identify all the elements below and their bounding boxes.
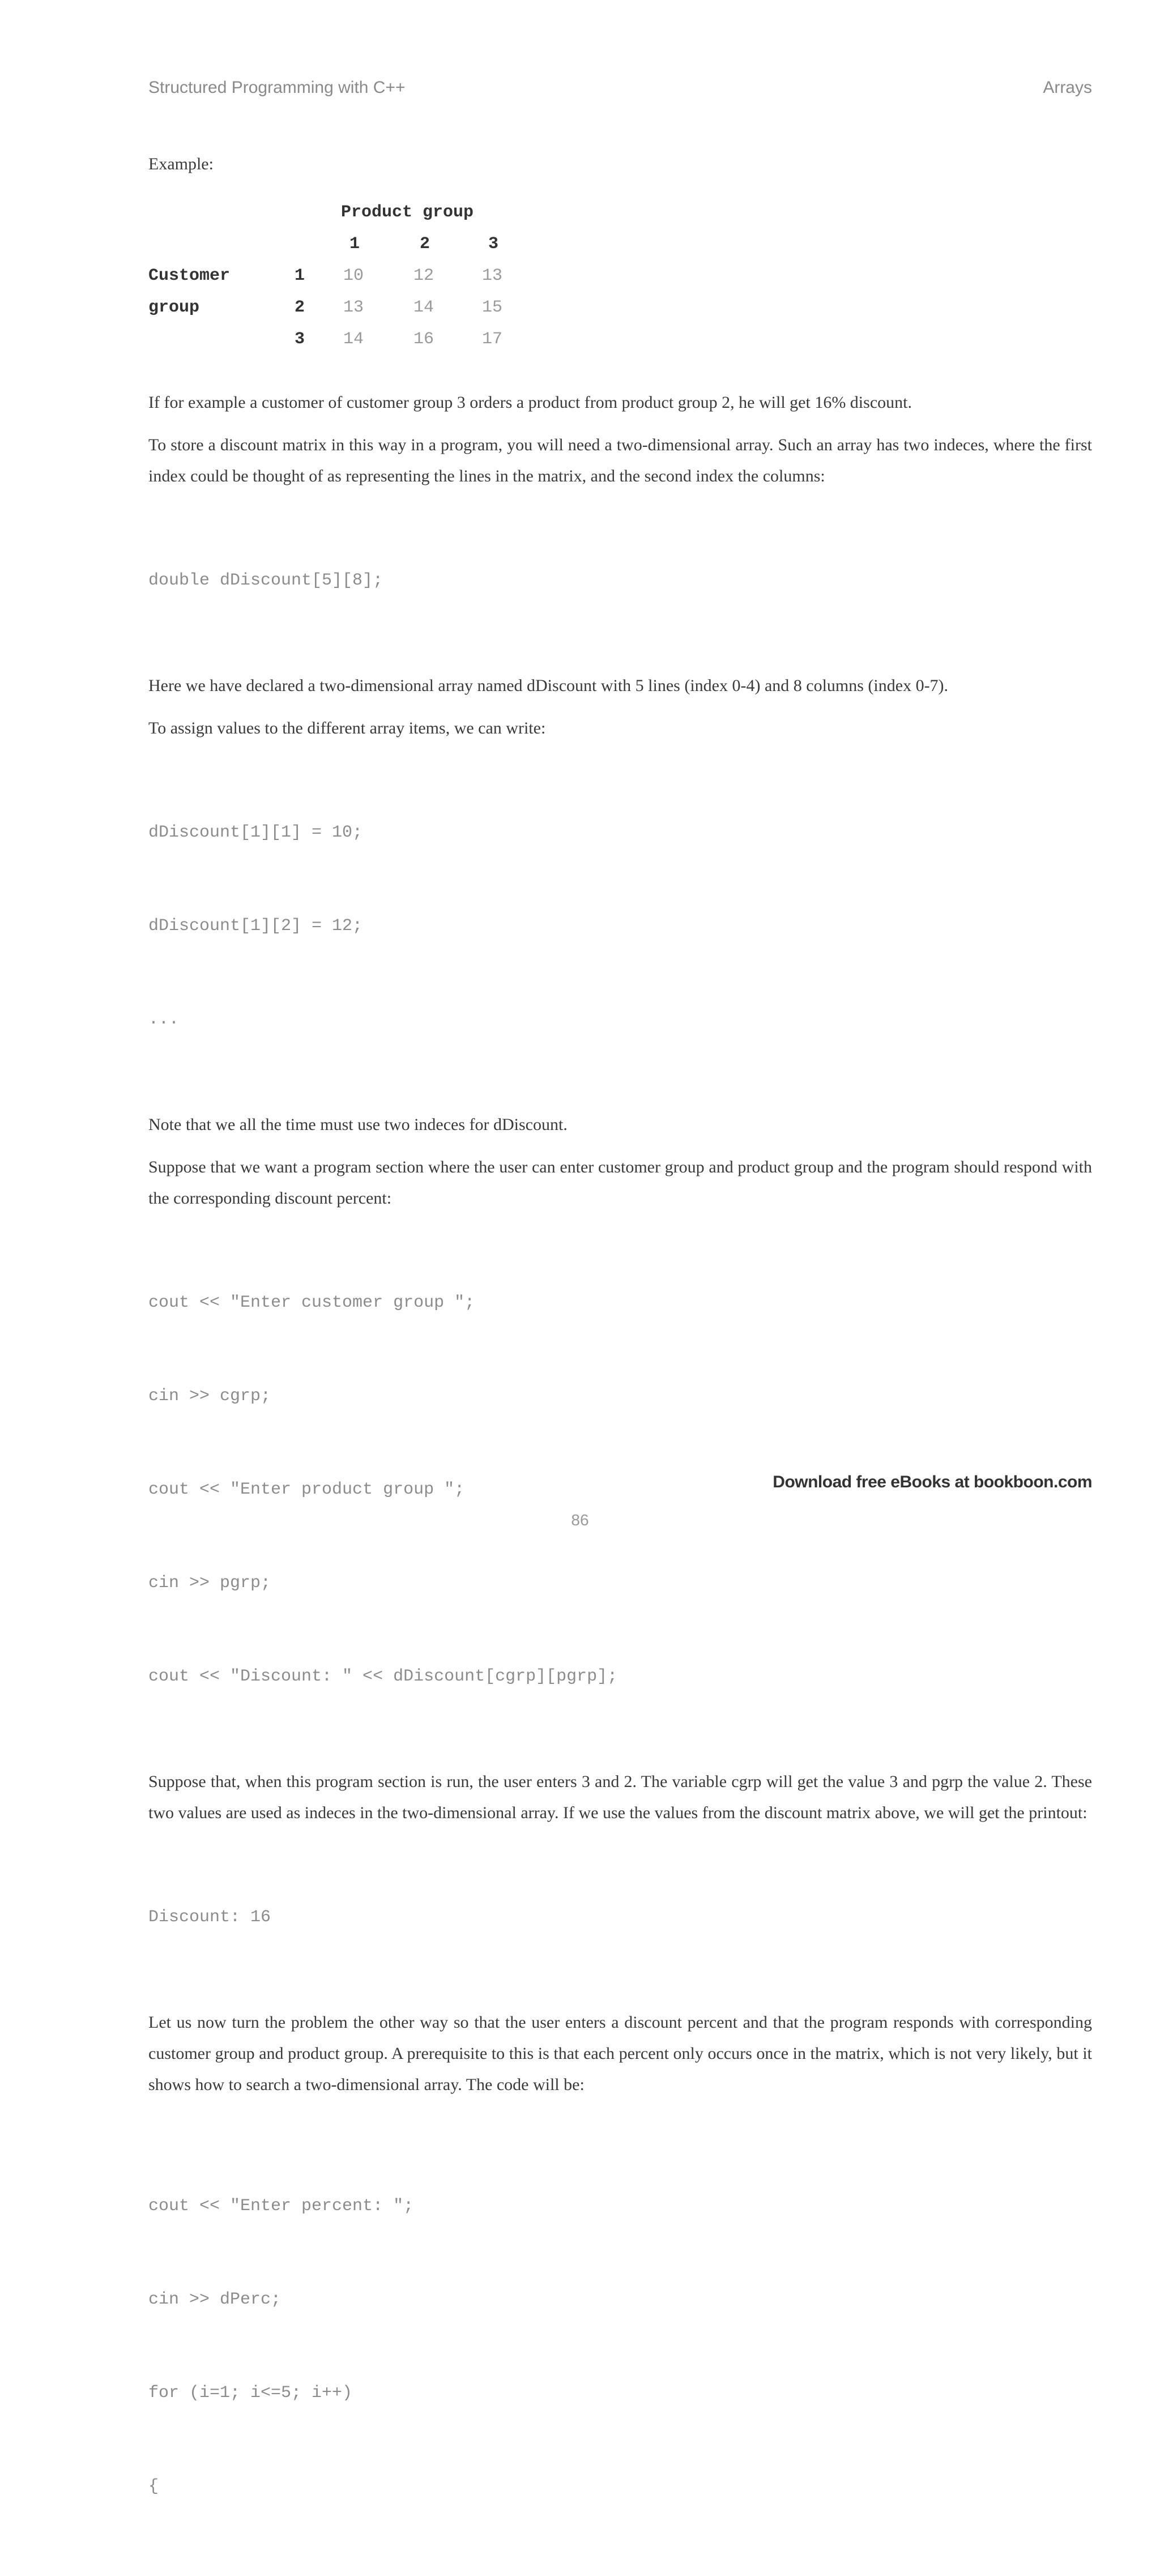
discount-table bbox=[148, 194, 1092, 364]
paragraph: Here we have declared a two-dimensional array named dDiscount with 5 lines (index 0-4) and 8 columns (index 0-7). bbox=[148, 676, 949, 695]
code-line: cout << "Enter customer group "; bbox=[148, 1293, 475, 1312]
code-line: cin >> dPerc; bbox=[148, 2290, 282, 2309]
code-declaration bbox=[148, 503, 1092, 659]
table-cell: 12 bbox=[413, 266, 434, 285]
code-line: cin >> pgrp; bbox=[148, 1573, 271, 1593]
row-label-group: group bbox=[148, 298, 200, 317]
footer-download-link[interactable]: Download free eBooks at bookboon.com bbox=[773, 1473, 1092, 1491]
code-line: dDiscount[1][1] = 10; bbox=[148, 823, 363, 842]
code-line: Discount: 16 bbox=[148, 1908, 271, 1927]
running-header-title: Structured Programming with C++ bbox=[148, 78, 406, 97]
code-line: cout << "Enter percent: "; bbox=[148, 2197, 414, 2216]
page-body bbox=[148, 148, 1092, 2576]
row-header: 2 bbox=[295, 298, 305, 317]
row-header: 1 bbox=[295, 266, 305, 285]
col-header: 3 bbox=[488, 234, 499, 254]
code-line: { bbox=[148, 2477, 159, 2496]
col-header: 1 bbox=[349, 234, 360, 254]
spacer bbox=[148, 2112, 1092, 2129]
code-line: cin >> cgrp; bbox=[148, 1387, 271, 1406]
example-label: Example: bbox=[148, 155, 214, 173]
table-cell: 15 bbox=[481, 298, 502, 317]
table-cell: 13 bbox=[343, 298, 364, 317]
code-line: for (i=1; i<=5; i++) bbox=[148, 2383, 353, 2403]
running-header-section: Arrays bbox=[1043, 78, 1092, 97]
paragraph: Suppose that, when this program section is run, the user enters 3 and 2. The variable cgrp will get the value 3 and pgrp the value 2. These two values are used as indeces in the two-dimensional array. If we use the values from the discount matrix above, we will get the printout: bbox=[148, 1772, 1092, 1822]
row-header: 3 bbox=[295, 330, 305, 349]
code-line: dDiscount[1][2] = 12; bbox=[148, 916, 363, 936]
paragraph: To assign values to the different array items, we can write: bbox=[148, 719, 546, 737]
table-cell: 16 bbox=[413, 330, 434, 349]
code-line: cout << "Discount: " << dDiscount[cgrp][pgrp]; bbox=[148, 1667, 618, 1686]
table-cell: 10 bbox=[343, 266, 364, 285]
col-header: 2 bbox=[420, 234, 430, 254]
paragraph: Suppose that we want a program section where the user can enter customer group and product group and the program should respond with the corresponding discount percent: bbox=[148, 1158, 1092, 1208]
code-assign-block bbox=[148, 755, 1092, 1098]
table-cell: 14 bbox=[413, 298, 434, 317]
code-printout bbox=[148, 1840, 1092, 1995]
code-line: ... bbox=[148, 1010, 180, 1029]
table-cell: 14 bbox=[343, 330, 364, 349]
paragraph: To store a discount matrix in this way in a program, you will need a two-dimensional array. Such an array has two indeces, where the first index could be thought of as representing the lines in the matrix, and the second index the columns: bbox=[148, 436, 1092, 485]
paragraph: Note that we all the time must use two indeces for dDiscount. bbox=[148, 1115, 568, 1134]
paragraph: Let us now turn the problem the other way so that the user enters a discount percent and that the program responds with corresponding customer group and product group. A prerequisite to this is that each percent only occurs once in the matrix, which is not very likely, but it shows how to search a two-dimensional array. The code will be: bbox=[148, 2013, 1092, 2094]
code-line: double dDiscount[5][8]; bbox=[148, 571, 383, 590]
code-line: cout << "Enter product group "; bbox=[148, 1480, 465, 1499]
table-title: Product group bbox=[341, 203, 474, 222]
code-search-block bbox=[148, 2129, 1092, 2565]
page-number: 86 bbox=[571, 1511, 589, 1529]
table-cell: 13 bbox=[481, 266, 502, 285]
row-label-customer: Customer bbox=[148, 266, 231, 285]
table-cell: 17 bbox=[481, 330, 502, 349]
paragraph: If for example a customer of customer group 3 orders a product from product group 2, he will get 16% discount. bbox=[148, 393, 912, 412]
